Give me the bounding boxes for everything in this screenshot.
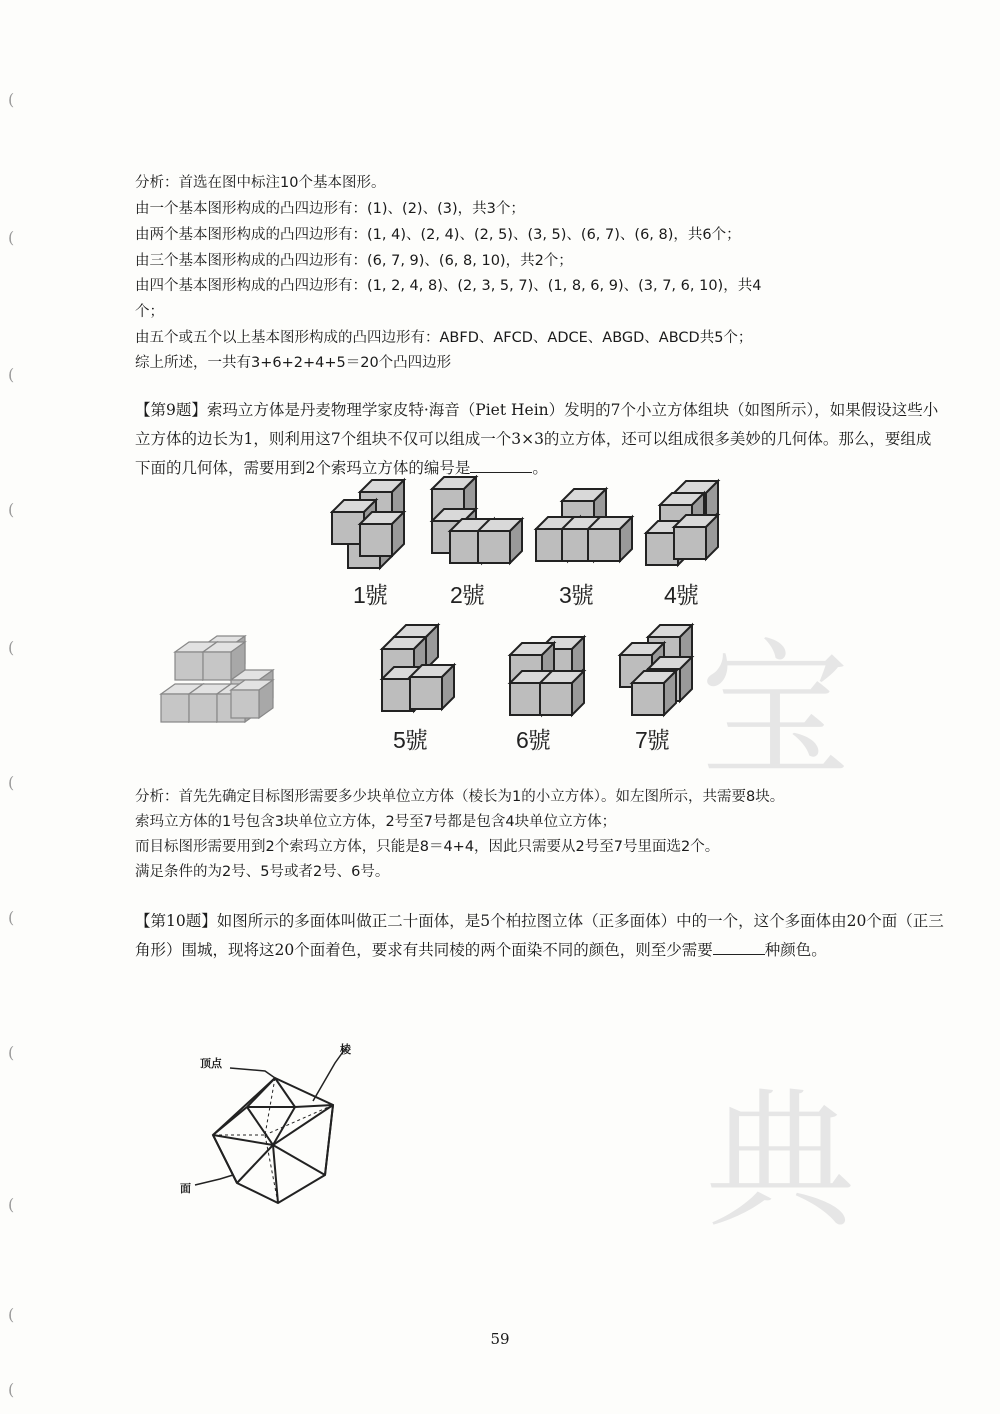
question-9-text: 【第9题】索玛立方体是丹麦物理学家皮特·海音（Piet Hein）发明的7个小立方体组块（如图所示），如果假设这些小立方体的边长为1，则利用这7个组块不仅可以组成一个3×3的立方体，还可以组成很多美妙的几何体。那么，要组成下面的几何体，需要用到2个索玛立方体的编号是 xyxy=(135,401,939,477)
edge-label: 棱 xyxy=(340,1043,351,1056)
soma-piece-2 xyxy=(432,477,522,563)
vertex-label: 顶点 xyxy=(200,1057,222,1070)
soma-piece-5 xyxy=(382,625,454,711)
soma-label: 5號 xyxy=(393,727,427,753)
question-9-end: 。 xyxy=(532,459,548,477)
analysis-9-line: 而目标图形需要用到2个索玛立方体，只能是8＝4+4，因此只需要从2号至7号里面选2个。 xyxy=(135,839,720,855)
question-10-end: 种颜色。 xyxy=(764,941,827,959)
margin-mark: ( xyxy=(8,1380,15,1399)
margin-mark: ( xyxy=(8,1195,15,1214)
analysis-9-line: 分析：首先先确定目标图形需要多少块单位立方体（棱长为1的小立方体）。如左图所示，共需要8块。 xyxy=(135,789,785,805)
watermark: 宝 xyxy=(700,625,851,799)
analysis-9-line: 满足条件的为2号、5号或者2号、6号。 xyxy=(135,864,390,880)
margin-mark: ( xyxy=(8,365,15,384)
soma-piece-7 xyxy=(620,625,692,715)
answer-blank xyxy=(470,457,532,473)
soma-piece-1 xyxy=(332,480,404,568)
margin-mark: ( xyxy=(8,1305,15,1324)
margin-mark: ( xyxy=(8,773,15,792)
target-shape-figure xyxy=(155,630,280,745)
question-10-text: 【第10题】如图所示的多面体叫做正二十面体，是5个柏拉图立体（正多面体）中的一个，这个多面体由20个面（正三角形）围城，现将这20个面着色，要求有共同棱的两个面染不同的颜色，则至少需要 xyxy=(135,912,944,959)
analysis-8-line: 由两个基本图形构成的凸四边形有：(1, 4)、(2, 4)、(2, 5)、(3, 5)、(6, 7)、(6, 8)，共6个； xyxy=(135,227,741,243)
analysis-8-line: 综上所述，一共有3+6+2+4+5＝20个凸四边形 xyxy=(135,355,452,371)
margin-mark: ( xyxy=(8,908,15,927)
face-label: 面 xyxy=(180,1182,191,1195)
analysis-8-line: 个； xyxy=(135,304,164,320)
question-10 xyxy=(135,907,945,965)
margin-mark: ( xyxy=(8,90,15,109)
soma-label: 4號 xyxy=(664,582,698,608)
soma-label: 7號 xyxy=(635,727,669,753)
margin-mark: ( xyxy=(8,1043,15,1062)
analysis-9-line: 索玛立方体的1号包含3块单位立方体，2号至7号都是包含4块单位立方体； xyxy=(135,814,617,830)
margin-mark: ( xyxy=(8,228,15,247)
soma-label: 6號 xyxy=(516,727,550,753)
analysis-8-line: 由一个基本图形构成的凸四边形有：(1)、(2)、(3)，共3个； xyxy=(135,201,525,217)
soma-label: 1號 xyxy=(353,582,387,608)
analysis-8-line: 分析：首选在图中标注10个基本图形。 xyxy=(135,175,386,191)
answer-blank xyxy=(713,939,765,955)
question-9 xyxy=(135,396,945,483)
soma-piece-4 xyxy=(646,481,718,565)
soma-label: 2號 xyxy=(450,582,484,608)
watermark: 典 xyxy=(705,1075,856,1249)
analysis-8-line: 由三个基本图形构成的凸四边形有：(6, 7, 9)、(6, 8, 10)，共2个； xyxy=(135,253,573,269)
margin-mark: ( xyxy=(8,500,15,519)
soma-pieces-figure xyxy=(330,475,740,755)
soma-piece-3 xyxy=(536,489,632,561)
analysis-8-line: 由五个或五个以上基本图形构成的凸四边形有：ABFD、AFCD、ADCE、ABGD、ABCD共5个； xyxy=(135,330,753,346)
page-number: 59 xyxy=(490,1330,510,1348)
soma-piece-6 xyxy=(510,637,584,715)
soma-label: 3號 xyxy=(559,582,593,608)
margin-mark: ( xyxy=(8,638,15,657)
analysis-8-line: 由四个基本图形构成的凸四边形有：(1, 2, 4, 8)、(2, 3, 5, 7)、(1, 8, 6, 9)、(3, 7, 6, 10)，共4 xyxy=(135,278,762,294)
